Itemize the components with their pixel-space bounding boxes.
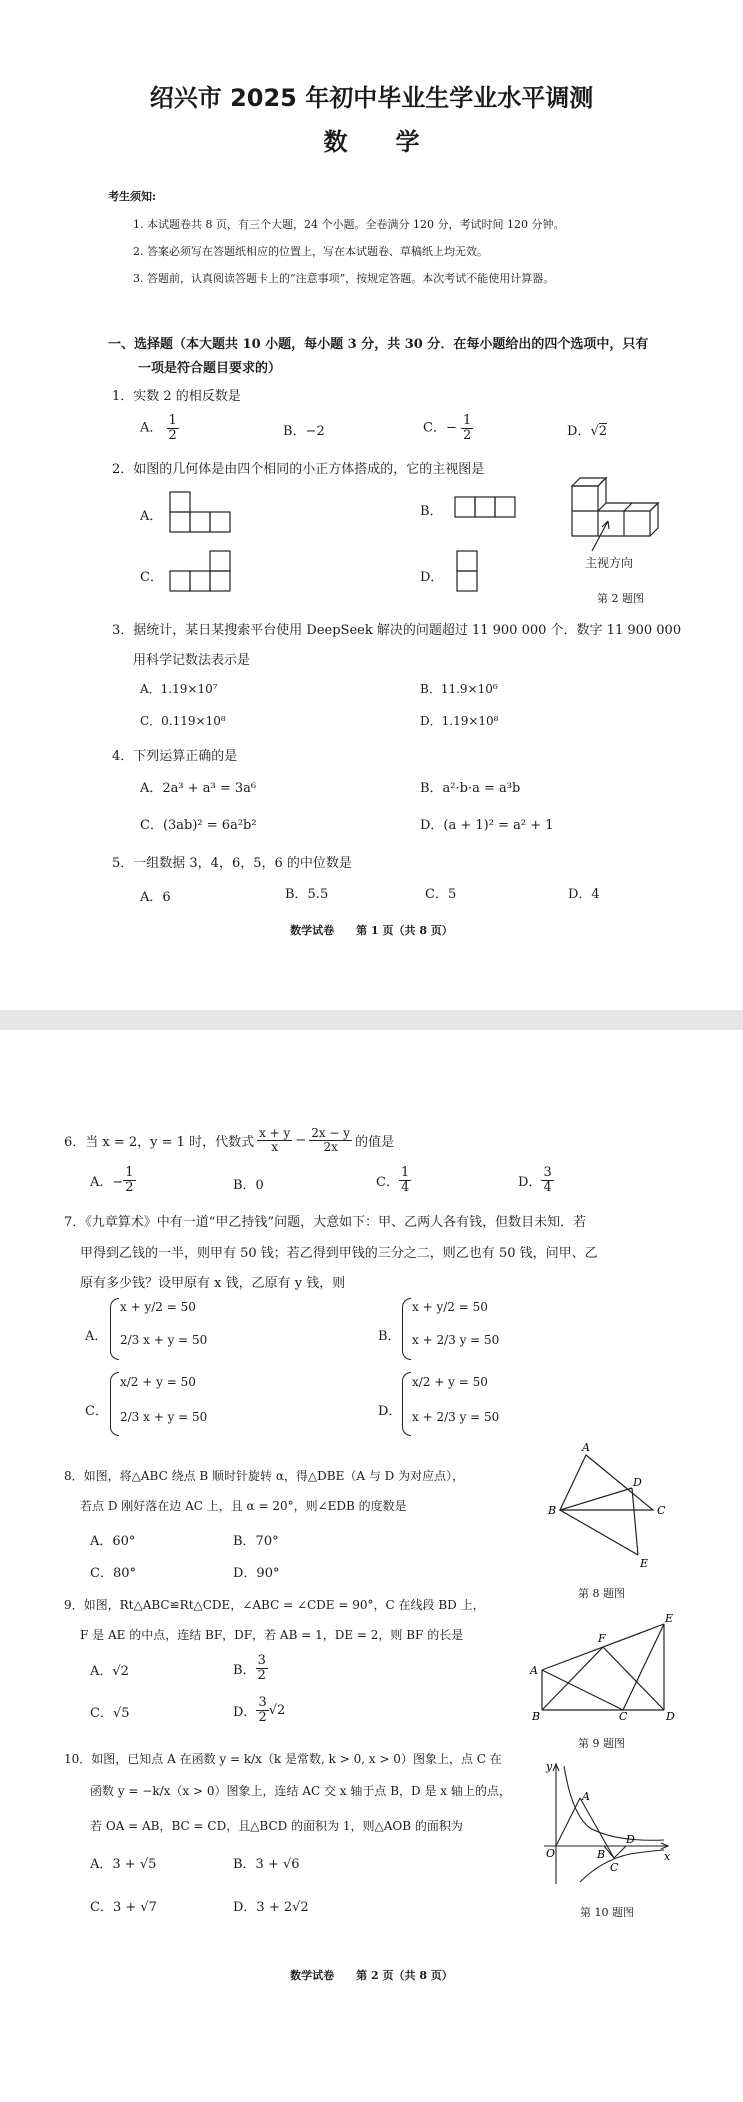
numerator: x + y <box>259 1126 291 1140</box>
label-A: A <box>582 1790 590 1803</box>
label-D: D <box>666 1710 675 1723</box>
q7-b-eq2: x + 2/3 y = 50 <box>412 1333 500 1347</box>
label-E: E <box>640 1557 649 1570</box>
sqrt-symbol: √ <box>590 424 599 439</box>
q7-a-eq2: 2/3 x + y = 50 <box>120 1333 208 1347</box>
system-brace <box>402 1298 411 1360</box>
q7-option-d[interactable]: D． <box>378 1404 402 1419</box>
q7-a-eq1: x + y/2 = 50 <box>120 1300 196 1314</box>
q9-stem-cont: F 是 AE 的中点，连结 BF，DF，若 AB = 1，DE = 2，则 BF 的长是 <box>80 1628 464 1642</box>
fraction <box>461 414 473 442</box>
q10-stem-cont: 函数 y = −k/x（x > 0）图象上，连结 AC 交 x 轴于点 B，D 是 x 轴上的点， <box>90 1784 511 1798</box>
denominator: 2x <box>323 1139 338 1154</box>
denominator: 2 <box>257 1667 266 1683</box>
q7-stem-cont: 甲得到乙钱的一半，则甲有 50 钱；若乙得到甲钱的三分之二，则乙也有 50 钱，问甲、乙 <box>80 1246 598 1261</box>
q7-option-c[interactable]: C． <box>85 1404 108 1419</box>
q2-figure-caption: 第 2 题图 <box>597 592 644 605</box>
section1-heading-cont: 一项是符合题目要求的） <box>138 361 282 376</box>
q10-function-figure <box>540 1760 675 1890</box>
q1-option-c[interactable] <box>423 414 473 442</box>
numerator: 1 <box>462 413 472 428</box>
q8-triangle-figure <box>548 1441 678 1575</box>
fraction <box>167 414 179 442</box>
q3-option-c[interactable]: C．0.119×10⁸ <box>140 714 226 728</box>
q2-option-a[interactable]: A． <box>140 509 163 524</box>
label-C: C <box>619 1710 628 1723</box>
q6-option-a[interactable] <box>90 1166 136 1194</box>
fraction <box>399 1166 411 1194</box>
denominator: 4 <box>400 1179 410 1195</box>
q1-option-a[interactable] <box>140 414 179 442</box>
q3-option-b[interactable]: B．11.9×10⁶ <box>420 682 498 696</box>
q10-option-a[interactable]: A．3 + √5 <box>90 1857 157 1872</box>
fraction <box>256 1654 268 1682</box>
section1-heading: 一、选择题（本大题共 10 小题，每小题 3 分，共 30 分．在每小题给出的四个选项中，只有 <box>108 337 649 352</box>
denominator: 2 <box>125 1179 134 1195</box>
option-letter: C． <box>376 1174 399 1190</box>
q7-option-b[interactable]: B． <box>378 1329 401 1344</box>
page-footer: 数学试卷 第 1 页（共 8 页） <box>290 924 453 937</box>
q8-stem-cont: 若点 D 刚好落在边 AC 上，且 α = 20°，则∠EDB 的度数是 <box>80 1499 407 1513</box>
q10-figure-caption: 第 10 题图 <box>580 1906 634 1919</box>
fraction <box>256 1696 268 1724</box>
q6-stem <box>64 1127 394 1153</box>
option-letter: D． <box>567 424 591 439</box>
q10-option-b[interactable]: B．3 + √6 <box>233 1857 300 1872</box>
q2-option-c-figure <box>168 549 232 593</box>
q5-option-d[interactable]: D．4 <box>568 887 600 902</box>
label-B: B <box>548 1504 557 1517</box>
label-B: B <box>597 1848 606 1861</box>
notice-item: 2. 答案必须写在答题纸相应的位置上，写在本试题卷、草稿纸上均无效。 <box>133 245 488 258</box>
q2-option-c[interactable]: C． <box>140 570 163 585</box>
option-tail: √2 <box>268 1702 286 1718</box>
q10-stem-cont: 若 OA = AB，BC = CD，且△BCD 的面积为 1，则△AOB 的面积为 <box>90 1819 463 1833</box>
q3-option-a[interactable]: A．1.19×10⁷ <box>140 682 218 696</box>
q9-option-d[interactable] <box>233 1696 285 1724</box>
q4-option-b[interactable]: B．a²·b·a = a³b <box>420 781 521 796</box>
numerator: 2x − y <box>311 1126 351 1140</box>
label-E: E <box>665 1612 674 1625</box>
label-y-axis: y <box>546 1760 553 1773</box>
numerator: 3 <box>257 1653 266 1668</box>
q7-d-eq2: x + 2/3 y = 50 <box>412 1410 500 1424</box>
page-footer: 数学试卷 第 2 页（共 8 页） <box>290 1969 453 1982</box>
denominator: 2 <box>258 1709 267 1725</box>
option-letter: D． <box>518 1174 542 1190</box>
q4-option-a[interactable]: A．2a³ + a³ = 3a⁶ <box>140 781 257 796</box>
view-direction-label: 主视方向 <box>585 556 634 570</box>
label-A: A <box>530 1664 538 1677</box>
q2-option-b-figure <box>453 495 517 519</box>
numerator: 1 <box>168 413 177 428</box>
fraction <box>309 1127 352 1153</box>
q6-stem-text: 6．当 x = 2，y = 1 时，代数式 <box>64 1134 255 1150</box>
fraction <box>123 1166 135 1194</box>
q2-option-d-figure <box>455 549 479 593</box>
q8-option-d[interactable]: D．90° <box>233 1566 280 1581</box>
system-brace <box>110 1298 119 1360</box>
label-D: D <box>633 1476 642 1489</box>
q5-option-b[interactable]: B．5.5 <box>285 887 329 902</box>
q10-option-c[interactable]: C．3 + √7 <box>90 1900 157 1915</box>
q7-stem-cont: 原有多少钱？设甲原有 x 钱，乙原有 y 钱，则 <box>80 1276 346 1291</box>
q10-stem: 10．如图，已知点 A 在函数 y = k/x（k 是常数, k > 0, x > 0）图象上，点 C 在 <box>64 1752 502 1766</box>
q8-figure-caption: 第 8 题图 <box>578 1587 625 1600</box>
view-direction-arrow <box>588 515 618 555</box>
label-B: B <box>532 1710 541 1723</box>
q7-stem: 7．《九章算术》中有一道“甲乙持钱”问题，大意如下：甲、乙两人各有钱，但数目未知．若 <box>64 1215 587 1230</box>
radicand: 2 <box>598 424 608 439</box>
label-O: O <box>546 1847 556 1860</box>
label-C: C <box>657 1504 666 1517</box>
numerator: 1 <box>125 1165 134 1180</box>
exam-page-2 <box>0 1030 743 2102</box>
q8-option-a[interactable]: A．60° <box>90 1534 136 1549</box>
q9-stem: 9．如图，Rt△ABC≌Rt△CDE，∠ABC = ∠CDE = 90°，C 在线段 BD 上， <box>64 1598 485 1612</box>
q6-option-b[interactable]: B．0 <box>233 1178 264 1193</box>
exam-page-1 <box>0 0 743 1010</box>
numerator: 3 <box>258 1695 267 1710</box>
q7-option-a[interactable]: A． <box>85 1329 108 1344</box>
label-D: D <box>626 1833 635 1846</box>
label-x-axis: x <box>664 1850 671 1863</box>
denominator: 2 <box>462 427 472 443</box>
option-letter: A． <box>140 420 163 436</box>
system-brace <box>402 1372 411 1436</box>
q9-option-c[interactable]: C．√5 <box>90 1706 130 1721</box>
numerator: 1 <box>400 1165 410 1180</box>
q6-stem-tail: 的值是 <box>355 1134 395 1150</box>
q5-option-a[interactable]: A．6 <box>140 890 171 905</box>
q9-triangle-figure <box>528 1610 678 1723</box>
q4-option-d[interactable]: D．(a + 1)² = a² + 1 <box>420 818 554 833</box>
label-F: F <box>598 1632 606 1645</box>
q8-option-c[interactable]: C．80° <box>90 1566 136 1581</box>
q4-option-c[interactable]: C．(3ab)² = 6a²b² <box>140 818 257 833</box>
q7-c-eq1: x/2 + y = 50 <box>120 1375 196 1389</box>
label-A: A <box>582 1441 590 1454</box>
q4-stem: 4．下列运算正确的是 <box>112 749 238 764</box>
exam-title: 绍兴市 2025 年初中毕业生学业水平调测 <box>149 84 594 112</box>
option-letter: A．− <box>90 1174 124 1190</box>
q6-option-d[interactable] <box>518 1166 554 1194</box>
q8-option-b[interactable]: B．70° <box>233 1534 279 1549</box>
q2-option-d[interactable]: D． <box>420 570 444 585</box>
q1-stem: 1．实数 2 的相反数是 <box>112 389 241 404</box>
notice-item: 3. 答题前，认真阅读答题卡上的“注意事项”，按规定答题。本次考试不能使用计算器。 <box>133 272 555 285</box>
q9-option-b[interactable] <box>233 1654 268 1682</box>
q6-option-c[interactable] <box>376 1166 411 1194</box>
q3-option-d[interactable]: D．1.19×10⁸ <box>420 714 499 728</box>
system-brace <box>110 1372 119 1436</box>
option-letter: D． <box>233 1704 257 1720</box>
numerator: 3 <box>543 1165 552 1180</box>
q1-option-b[interactable]: B．−2 <box>283 424 325 439</box>
q2-solid-figure <box>570 474 670 544</box>
q9-option-a[interactable]: A．√2 <box>90 1664 129 1679</box>
q3-stem-cont: 用科学记数法表示是 <box>133 653 251 668</box>
option-letter: B． <box>233 1662 256 1678</box>
q5-stem: 5．一组数据 3，4，6，5，6 的中位数是 <box>112 856 352 871</box>
notice-heading: 考生须知: <box>108 190 157 203</box>
fraction <box>257 1127 292 1153</box>
denominator: 4 <box>543 1179 552 1195</box>
q1-option-d[interactable] <box>567 420 607 439</box>
q7-c-eq2: 2/3 x + y = 50 <box>120 1410 208 1424</box>
q2-stem: 2．如图的几何体是由四个相同的小正方体搭成的，它的主视图是 <box>112 462 485 477</box>
q2-option-a-figure <box>168 490 232 534</box>
fraction <box>541 1166 553 1194</box>
minus-sign: − <box>295 1132 307 1148</box>
q2-option-b[interactable]: B． <box>420 504 443 519</box>
q9-figure-caption: 第 9 题图 <box>578 1737 625 1750</box>
q7-b-eq1: x + y/2 = 50 <box>412 1300 488 1314</box>
q8-stem: 8．如图，将△ABC 绕点 B 顺时针旋转 α，得△DBE（A 与 D 为对应点）， <box>64 1469 465 1483</box>
label-C: C <box>610 1861 619 1874</box>
denominator: x <box>271 1139 279 1154</box>
q3-stem: 3．据统计，某日某搜索平台使用 DeepSeek 解决的问题超过 11 900 000 个．数字 11 900 000 <box>112 623 682 638</box>
notice-item: 1. 本试题卷共 8 页，有三个大题，24 个小题。全卷满分 120 分，考试时间 120 分钟。 <box>133 218 565 231</box>
subject-title: 数 学 <box>323 128 420 156</box>
q5-option-c[interactable]: C．5 <box>425 887 457 902</box>
q7-d-eq1: x/2 + y = 50 <box>412 1375 488 1389</box>
option-letter: C．− <box>423 420 457 436</box>
denominator: 2 <box>168 427 177 443</box>
q10-option-d[interactable]: D．3 + 2√2 <box>233 1900 309 1915</box>
